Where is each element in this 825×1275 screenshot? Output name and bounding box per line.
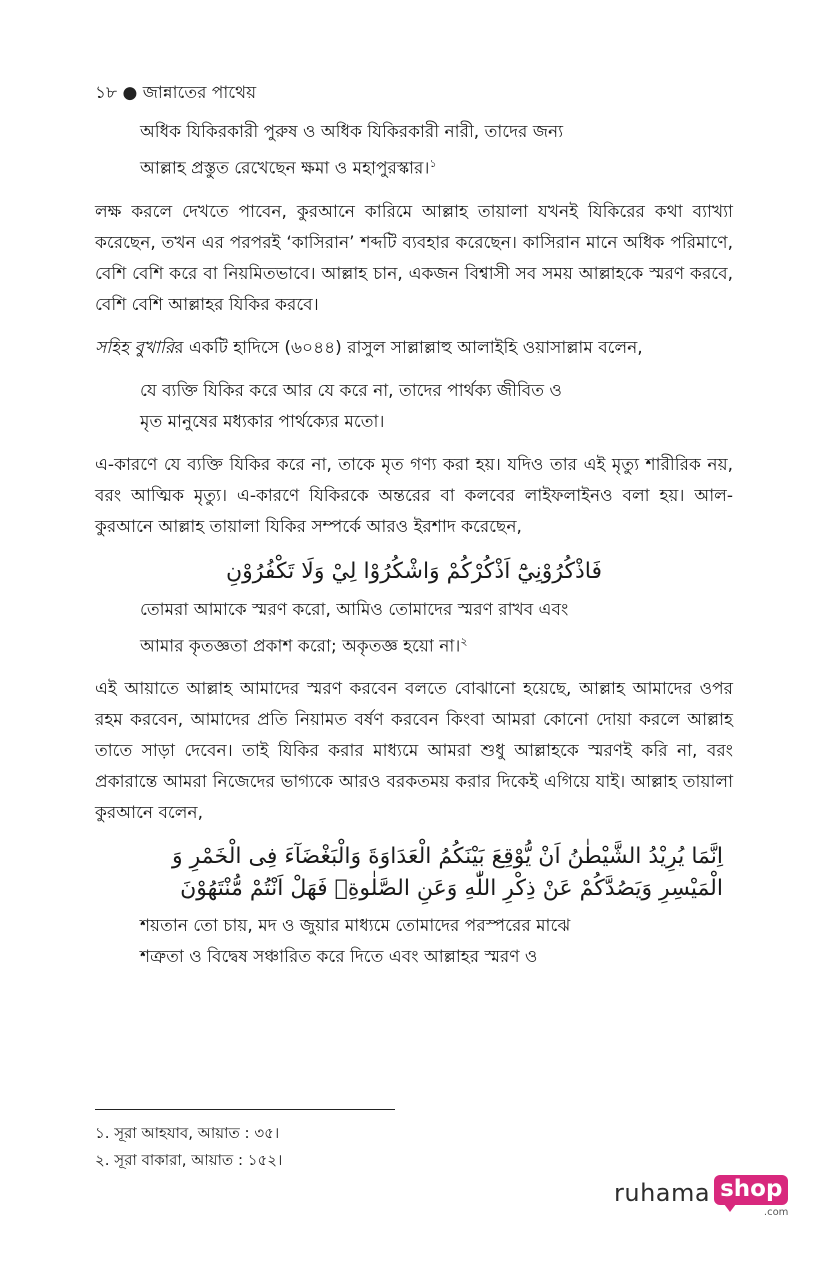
footnote-ref: ২: [460, 634, 468, 648]
header-bullet: ●: [122, 83, 138, 103]
footnotes: [95, 1120, 282, 1174]
arabic-line: الْمَيْسِرِ وَيَصُدَّكُمْ عَنْ ذِكْرِ اللّٰهِ وَعَنِ الصَّلٰوةِۚ فَهَلْ اَنْتُمْ مُّنْتَهُوْنَ: [180, 876, 723, 902]
arabic-line: اِنَّمَا يُرِيْدُ الشَّيْطٰنُ اَنْ يُّوْقِعَ بَيْنَكُمُ الْعَدَاوَةَ وَالْبَغْضَآءَ فِى الْخَمْرِ وَ: [172, 844, 723, 870]
ruhamashop-logo: [614, 1175, 788, 1223]
page-header: [95, 80, 256, 108]
footnote: ২. সূরা বাকারা, আয়াত : ১৫২।: [95, 1151, 283, 1169]
quote-baqara-translation: [140, 595, 730, 663]
quote-hadith: [140, 376, 730, 438]
quote-line: শত্রুতা ও বিদ্বেষ সঞ্চারিত করে দিতে এবং আল্লাহর স্মরণ ও: [140, 947, 538, 968]
quote-line: মৃত মানুষের মধ্যকার পার্থক্যের মতো।: [140, 411, 385, 432]
quote-line: অধিক যিকিরকারী পুরুষ ও অধিক যিকিরকারী নারী, তাদের জন্য: [140, 122, 564, 142]
footnote-ref: ১: [429, 157, 437, 170]
arabic-verse-maida: [155, 841, 723, 905]
logo-badge: [714, 1175, 788, 1218]
quote-line: শয়তান তো চায়, মদ ও জুয়ার মাধ্যমে তোমাদের পরস্পরের মাঝে: [140, 916, 571, 937]
quote-ahzab: [140, 117, 730, 185]
paragraph-spiritual-death: এ-কারণে যে ব্যক্তি যিকির করে না, তাকে মৃত গণ্য করা হয়। যদিও তার এই মৃত্যু শারীরিক নয়, বরং আত্মিক মৃত্যু। এ-কারণে যিকিরকে অন্তরের বা কলবের লাইফলাইনও বলা হয়। আল-কুরআনে আল্লাহ তায়ালা যিকির সম্পর্কে আরও ইরশাদ করেছেন,: [95, 454, 733, 537]
arabic-verse-baqara: فَاذْكُرُوْنِيْٓ اَذْكُرْكُمْ وَاشْكُرُوْا لِيْ وَلَا تَكْفُرُوْنِ: [225, 558, 603, 584]
quote-line: তোমরা আমাকে স্মরণ করো, আমিও তোমাদের স্মরণ রাখব এবং: [140, 599, 569, 620]
book-name: সহিহ বুখারি: [95, 337, 175, 358]
page-number: ১৮: [95, 83, 118, 103]
quote-line: আল্লাহ প্রস্তুত রেখেছেন ক্ষমা ও মহাপুরস্কার।$^১$: [140, 157, 437, 179]
paragraph-remembrance: এই আয়াতে আল্লাহ আমাদের স্মরণ করবেন বলতে বোঝানো হয়েছে, আল্লাহ আমাদের ওপর রহম করবেন, আমাদের প্রতি নিয়ামত বর্ষণ করবেন কিংবা আমরা কোনো দোয়া করলে আল্লাহ তাতে সাড়া দেবেন। তাই যিকির করার মাধ্যমে আমরা শুধু আল্লাহকে স্মরণই করি না, বরং প্রকারান্তে আমরা নিজেদের ভাগ্যকে আরও বরকতময় করার দিকেই এগিয়ে যাই। আল্লাহ তায়ালা কুরআনে বলেন,: [95, 679, 733, 824]
logo-text: ruhama: [614, 1179, 711, 1207]
quote-line: যে ব্যক্তি যিকির করে আর যে করে না, তাদের পার্থক্য জীবিত ও: [140, 380, 562, 401]
logo-shop-text: shop: [714, 1175, 788, 1205]
logo-domain: .com: [763, 1207, 789, 1218]
page-content: [95, 117, 733, 985]
quote-maida-translation: [140, 911, 730, 973]
paragraph-hadith-intro: সহিহ বুখারির একটি হাদিসে (৬০৪৪) রাসুল সাল্লাল্লাহু আলাইহি ওয়াসাল্লাম বলেন,: [95, 337, 643, 358]
paragraph-kasiran: লক্ষ করলে দেখতে পাবেন, কুরআনে কারিমে আল্লাহ তায়ালা যখনই যিকিরের কথা ব্যাখ্যা করেছেন, তখন এর পরপরই ‘কাসিরান’ শব্দটি ব্যবহার করেছেন। কাসিরান মানে অধিক পরিমাণে, বেশি বেশি করে বা নিয়মিতভাবে। আল্লাহ চান, একজন বিশ্বাসী সব সময় আল্লাহকে স্মরণ করবে, বেশি বেশি আল্লাহর যিকির করবে।: [95, 201, 733, 315]
quote-line: আমার কৃতজ্ঞতা প্রকাশ করো; অকৃতজ্ঞ হয়ো না।$^২$: [140, 634, 468, 657]
footnote: ১. সূরা আহযাব, আয়াত : ৩৫।: [95, 1124, 280, 1142]
footnote-divider: [95, 1109, 395, 1110]
book-title: জান্নাতের পাথেয়: [142, 83, 257, 103]
